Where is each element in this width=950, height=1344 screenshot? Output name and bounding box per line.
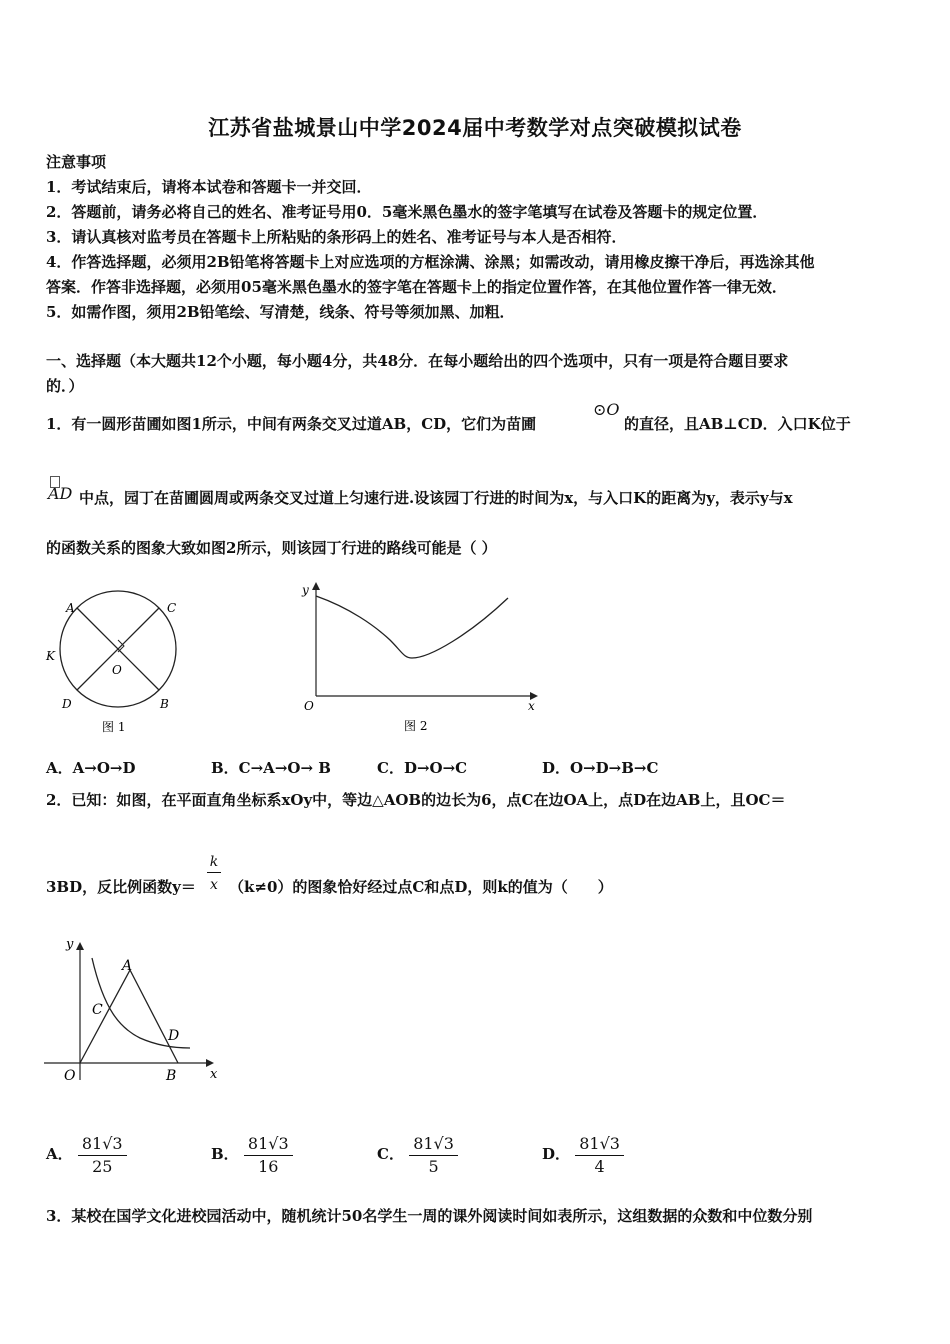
q1-option-a: A．A→O→D [46,759,136,777]
q2-option-c-num: 81√3 [409,1133,458,1156]
fig2-caption: 图 2 [404,719,428,733]
q2-option-d-num: 81√3 [575,1133,624,1156]
notice-item-2: 2．答题前，请务必将自己的姓名、准考证号用0．5毫米黑色墨水的签字笔填写在试卷及答题卡的规定位置． [46,203,768,221]
q1-circle-o: ⊙O [593,400,620,419]
q2-y-arrow-icon [76,942,84,950]
q1-text-part1: 1．有一圆形苗圃如图1所示，中间有两条交叉过道AB，CD，它们为苗圃 [46,415,537,433]
q2-func-denominator: x [210,877,218,893]
q2-func-numerator: k [207,852,221,873]
q2-option-c [377,1122,458,1186]
q2-option-d [542,1122,624,1186]
fig1-label-b: B [160,697,169,711]
fig1-label-d: D [62,697,72,711]
q2-option-b-fraction [244,1133,293,1178]
section-heading: 一、选择题（本大题共12个小题，每小题4分，共48分．在每小题给出的四个选项中，只有一项是符合题目要求 [46,352,789,370]
q2-text-line2a: 3BD，反比例函数y＝ [46,878,196,896]
fig2-curve [316,596,508,658]
q2-label-o: O [64,1068,76,1084]
q2-figure [40,930,230,1090]
q1-option-d: D．O→D→B→C [542,759,659,777]
q1-option-b: B．C→A→O→ B [211,759,331,777]
q2-option-c-den: 5 [428,1156,439,1176]
q1-figure-1 [40,590,200,740]
q1-text-part2: 的直径，且AB⊥CD．入口K位于 [624,415,851,433]
q2-label-c: C [92,1002,103,1018]
q2-option-d-den: 4 [594,1156,605,1176]
q2-option-a [46,1122,127,1186]
q2-label-x: x [210,1067,218,1082]
q2-text-line1: 2．已知：如图，在平面直角坐标系xOy中，等边△AOB的边长为6，点C在边OA上，点D在边AB上，且OC＝ [46,791,786,809]
fig2-label-o: O [304,699,314,713]
q1-text-part4: 的函数关系的图象大致如图2所示，则该园丁行进的路线可能是（ ） [46,539,497,557]
fig1-label-k: K [46,649,55,663]
q2-option-a-letter: A． [46,1145,73,1163]
q2-option-b-den: 16 [258,1156,279,1176]
q2-option-c-fraction [409,1133,458,1178]
q2-option-a-fraction [78,1133,127,1178]
q2-option-c-letter: C． [377,1145,404,1163]
q1-text-part3: 中点，园丁在苗圃圆周或两条交叉过道上匀速行进.设该园丁行进的时间为x，与入口K的距离为y，表示y与x [79,489,793,507]
section-heading-cont: 的．） [46,377,84,395]
fig1-label-o: O [112,663,122,677]
q2-option-b [211,1122,293,1186]
q2-option-d-letter: D． [542,1145,571,1163]
fig2-label-x: x [528,699,535,713]
q1-option-c: C．D→O→C [377,759,468,777]
notice-item-5: 5．如需作图，须用2B铅笔绘、写清楚，线条、符号等须加黑、加粗． [46,303,515,321]
fig1-caption: 图 1 [102,720,126,734]
notice-item-4-cont: 答案．作答非选择题，必须用05毫米黑色墨水的签字笔在答题卡上的指定位置作答，在其他位置作答一律无效． [46,278,787,296]
notice-item-3: 3．请认真核对监考员在答题卡上所粘贴的条形码上的姓名、准考证号与本人是否相符． [46,228,627,246]
q2-option-b-num: 81√3 [244,1133,293,1156]
q2-option-b-letter: B． [211,1145,239,1163]
q2-label-b: B [166,1068,177,1084]
notice-item-4: 4．作答选择题，必须用2B铅笔将答题卡上对应选项的方框涂满、涂黑；如需改动，请用橡皮擦干净后，再选涂其他 [46,253,815,271]
q2-x-arrow-icon [206,1059,214,1067]
q2-option-a-den: 25 [92,1156,113,1176]
q3-text-line1: 3．某校在国学文化进校园活动中，随机统计50名学生一周的课外阅读时间如表所示，这组数据的众数和中位数分别 [46,1207,813,1225]
q1-figure-2 [290,578,550,743]
fig1-label-a: A [66,601,75,615]
q2-option-d-fraction [575,1133,624,1178]
fig2-label-y: y [302,583,309,597]
q2-label-y: y [66,937,74,952]
notice-item-1: 1．考试结束后，请将本试卷和答题卡一并交回． [46,178,372,196]
notice-heading: 注意事项 [46,153,107,171]
page-title: 江苏省盐城景山中学2024届中考数学对点突破模拟试卷 [208,116,742,140]
arc-symbol-icon [50,476,60,488]
q2-text-line2b: （k≠0）的图象恰好经过点C和点D，则k的值为（ ） [229,878,613,896]
q2-option-a-num: 81√3 [78,1133,127,1156]
fig2-y-arrow-icon [312,582,320,590]
q2-label-d: D [168,1028,180,1044]
q1-arc-ad: AD [48,484,73,503]
q2-label-a: A [122,958,133,974]
fig1-label-c: C [167,601,177,615]
